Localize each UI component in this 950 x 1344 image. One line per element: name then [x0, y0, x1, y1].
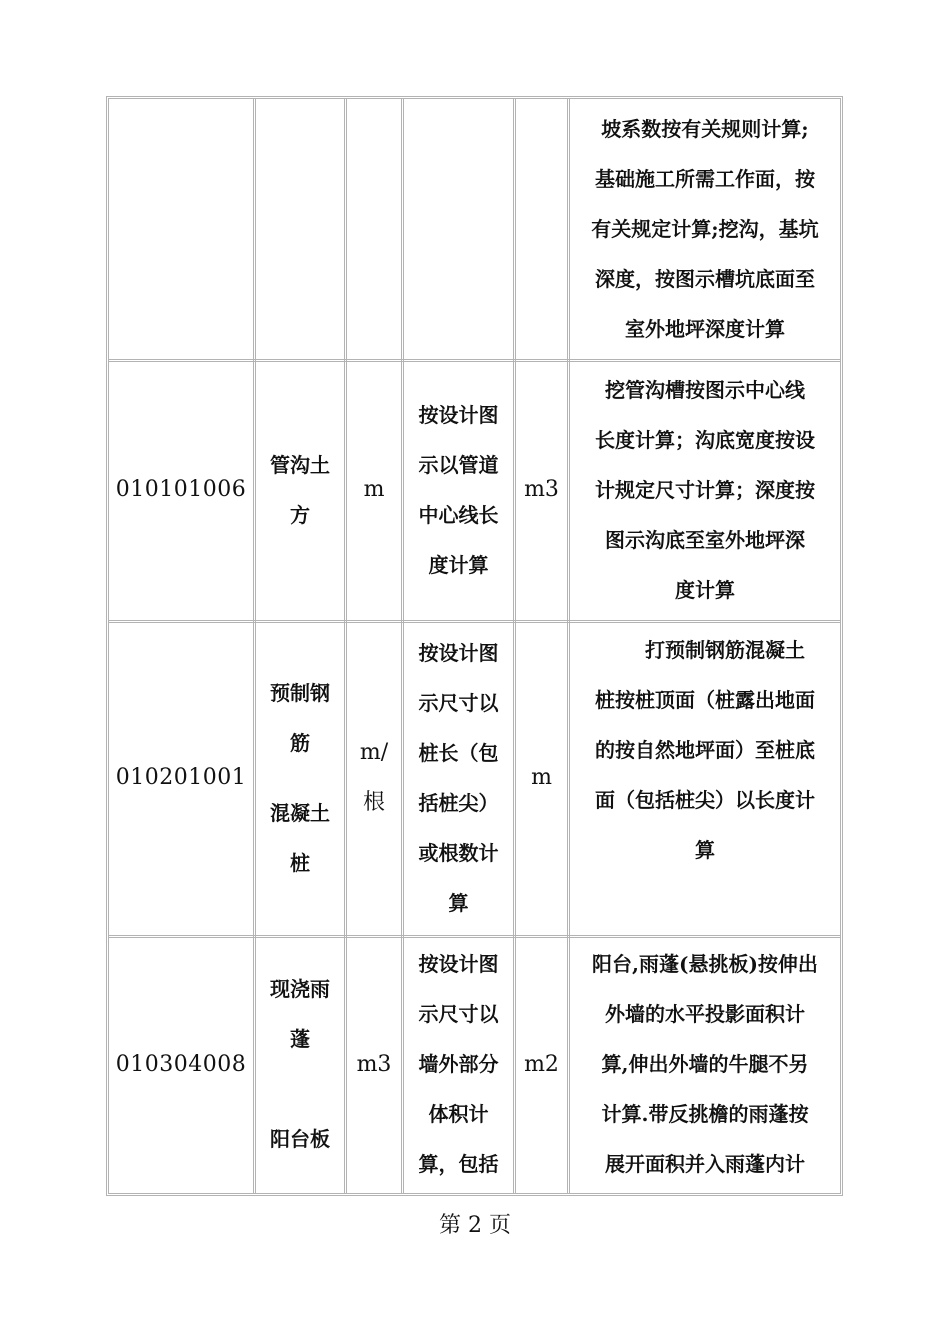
unit-cell [347, 99, 404, 359]
rule-line: 按设计图 [418, 952, 499, 976]
description-cell [570, 99, 840, 359]
name-line: 混凝土 [270, 800, 330, 825]
code-cell: 010201001 [109, 620, 256, 935]
unit-line: m/ [359, 739, 389, 765]
description-line: 展开面积并入雨蓬内计 [605, 1152, 805, 1176]
name-line: 管沟土 [270, 452, 330, 477]
unit2-cell: m [516, 620, 570, 935]
description-line: 算 [695, 838, 715, 862]
description-line: 室外地坪深度计算 [625, 317, 785, 341]
table-row [109, 935, 840, 1193]
rule-cell [404, 99, 516, 359]
page-number: 第 2 页 [439, 1213, 511, 1238]
rule-line: 算 [448, 890, 469, 915]
name-cell [256, 99, 347, 359]
unit2-cell: m2 [516, 935, 570, 1193]
rule-line: 墙外部分 [418, 1052, 499, 1076]
description-line: 计规定尺寸计算；深度按 [595, 477, 815, 502]
table-row [109, 620, 840, 938]
description-cell [570, 935, 840, 1193]
table-row [109, 99, 840, 362]
unit-cell [347, 620, 404, 935]
quantity-rules-table [106, 96, 843, 1196]
name-line: 方 [290, 502, 310, 527]
description-cell [570, 359, 840, 620]
unit-line: 根 [362, 789, 385, 815]
rule-line: 算，包括 [418, 1152, 499, 1176]
description-line: 外墙的水平投影面积计 [605, 1002, 805, 1026]
name-cell [256, 935, 347, 1193]
name-cell [256, 620, 347, 935]
description-line: 图示沟底至室外地坪深 [605, 527, 805, 552]
rule-cell [404, 359, 516, 620]
code-cell: 010101006 [109, 359, 256, 620]
description-cell [570, 620, 840, 935]
table-row [109, 359, 840, 623]
code-cell [109, 99, 256, 359]
description-line: 挖管沟槽按图示中心线 [605, 377, 805, 402]
description-line: 计算.带反挑檐的雨蓬按 [601, 1102, 809, 1126]
unit2-cell [516, 99, 570, 359]
name-line: 预制钢 [270, 680, 330, 705]
description-line: 桩按桩顶面（桩露出地面 [595, 688, 815, 712]
rule-line: 括桩尖） [418, 790, 499, 815]
name-line: 蓬 [290, 1027, 310, 1051]
rule-line: 体积计 [428, 1102, 489, 1126]
description-line: 深度，按图示槽坑底面至 [595, 267, 815, 291]
rule-line: 示以管道 [418, 452, 499, 477]
name-line: 筋 [290, 730, 310, 755]
rule-line: 中心线长 [418, 502, 499, 527]
rule-line: 桩长（包 [418, 740, 499, 765]
rule-line: 度计算 [428, 552, 489, 577]
rule-line: 按设计图 [418, 402, 499, 427]
description-line: 有关规定计算;挖沟，基坑 [591, 217, 819, 241]
description-line: 面（包括桩尖）以长度计 [595, 788, 815, 812]
description-line: 打预制钢筋混凝土 [605, 638, 805, 662]
description-line: 度计算 [675, 577, 735, 602]
name-line: 阳台板 [270, 1127, 330, 1151]
unit2-cell: m3 [516, 359, 570, 620]
description-line: 长度计算；沟底宽度按设 [595, 427, 815, 452]
rule-cell [404, 620, 516, 935]
name-cell [256, 359, 347, 620]
name-line: 桩 [290, 850, 310, 875]
rule-line: 或根数计 [418, 840, 499, 865]
description-line: 基础施工所需工作面，按 [595, 167, 815, 191]
description-line: 算,伸出外墙的牛腿不另 [601, 1052, 809, 1076]
name-line: 现浇雨 [270, 977, 330, 1001]
code-cell: 010304008 [109, 935, 256, 1193]
description-line: 的按自然地坪面）至桩底 [595, 738, 815, 762]
rule-line: 示尺寸以 [418, 690, 499, 715]
description-line: 阳台,雨蓬(悬挑板)按伸出 [592, 952, 818, 976]
unit-cell: m3 [347, 935, 404, 1193]
rule-cell [404, 935, 516, 1193]
description-line: 坡系数按有关规则计算; [601, 117, 809, 141]
rule-line: 示尺寸以 [418, 1002, 499, 1026]
rule-line: 按设计图 [418, 640, 499, 665]
unit-cell: m [347, 359, 404, 620]
